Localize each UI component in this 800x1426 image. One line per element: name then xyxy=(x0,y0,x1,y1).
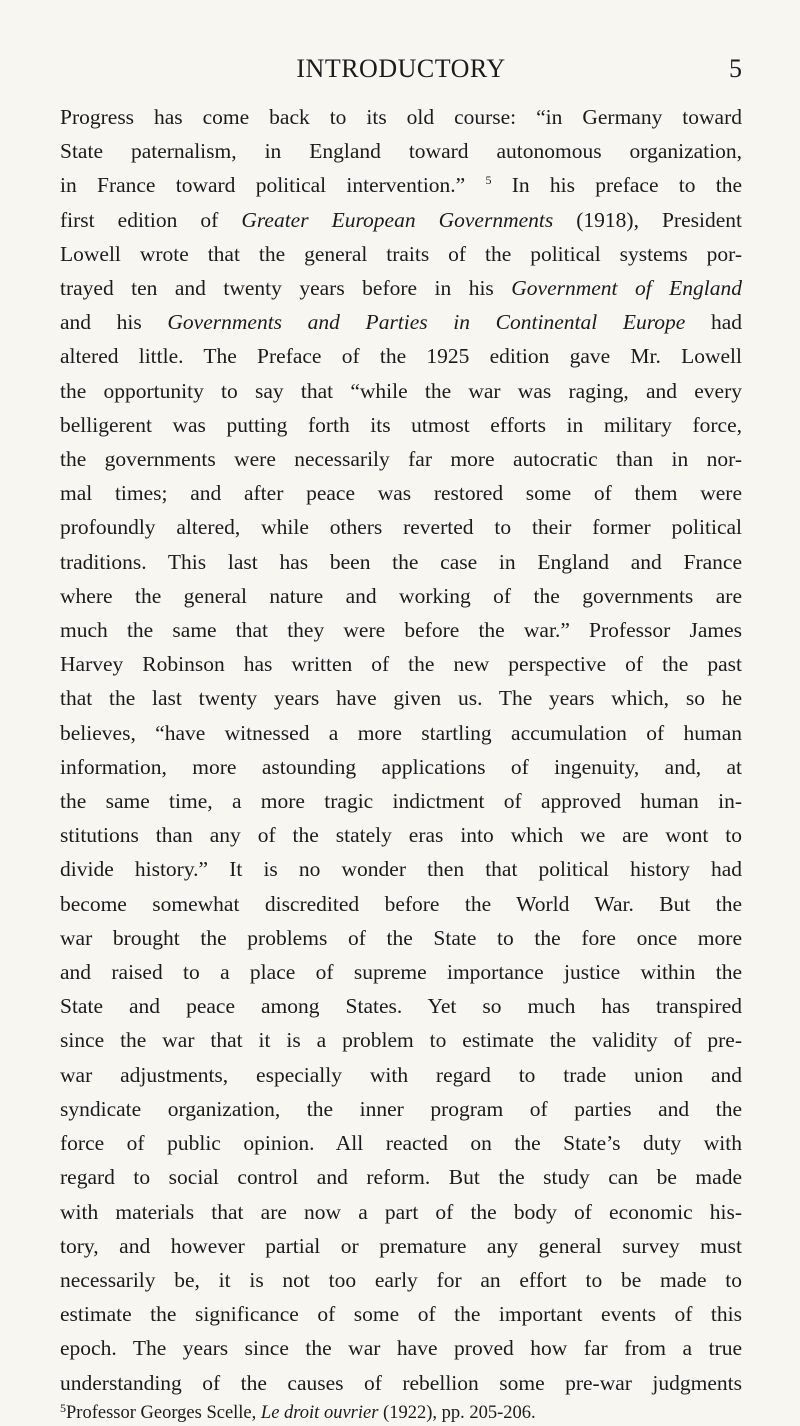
text-segment: In his preface to the xyxy=(491,173,742,198)
text-line: Lowell wrote that the general traits of the political systems por- xyxy=(60,241,742,266)
text-line: believes, “have witnessed a more startling accumulation of human xyxy=(60,720,742,745)
text-line: necessarily be, it is not too early for an effort to be made to xyxy=(60,1267,742,1292)
text-segment: had xyxy=(685,310,742,335)
text-line: since the war that it is a problem to estimate the validity of pre- xyxy=(60,1028,742,1053)
text-line xyxy=(60,305,742,339)
text-line: epoch. The years since the war have proved how far from a true xyxy=(60,1336,742,1361)
text-line: war adjustments, especially with regard to trade union and xyxy=(60,1062,742,1087)
text-line: mal times; and after peace was restored some of them were xyxy=(60,481,742,506)
footnote-reference: 5 xyxy=(485,173,492,188)
body-paragraph xyxy=(60,100,742,1400)
text-line: divide history.” It is no wonder then that political history had xyxy=(60,857,742,882)
text-line: State paternalism, in England toward autonomous organization, xyxy=(60,139,742,164)
text-segment: (1918), President xyxy=(553,207,742,232)
text-line: understanding of the causes of rebellion some pre-war judgments xyxy=(60,1370,742,1395)
text-line: Progress has come back to its old course: “in Germany toward xyxy=(60,105,742,129)
text-line: the same time, a more tragic indictment of approved human in- xyxy=(60,789,742,814)
text-segment: trayed ten and twenty years before in his xyxy=(60,276,512,301)
footnote-mark: 5 xyxy=(60,1400,66,1415)
text-line: tory, and however partial or premature any general survey must xyxy=(60,1233,742,1258)
text-line: the opportunity to say that “while the war was raging, and every xyxy=(60,378,742,403)
footnote-text: (1922), pp. 205-206. xyxy=(378,1402,536,1423)
text-line: stitutions than any of the stately eras into which we are wont to xyxy=(60,823,742,848)
text-line: war brought the problems of the State to the fore once more xyxy=(60,925,742,950)
text-line: Harvey Robinson has written of the new perspective of the past xyxy=(60,652,742,677)
book-title: Government of England xyxy=(511,276,742,301)
text-line xyxy=(60,271,742,305)
text-line: and raised to a place of supreme importance justice within the xyxy=(60,960,742,985)
text-line: traditions. This last has been the case in England and France xyxy=(60,549,742,574)
text-line: with materials that are now a part of the body of economic his- xyxy=(60,1199,742,1224)
text-line: regard to social control and reform. But the study can be made xyxy=(60,1165,742,1190)
footnote xyxy=(60,1400,742,1426)
book-title: Greater European Governments xyxy=(241,207,554,232)
text-segment: first edition of xyxy=(60,207,242,232)
text-line: where the general nature and working of the governments are xyxy=(60,583,742,608)
text-line: force of public opinion. All reacted on the State’s duty with xyxy=(60,1131,742,1156)
page xyxy=(60,52,742,1426)
footnote-text: Professor Georges Scelle, xyxy=(66,1402,261,1423)
running-title: INTRODUCTORY xyxy=(296,54,506,83)
text-line: much the same that they were before the war.” Professor James xyxy=(60,618,742,643)
page-number: 5 xyxy=(729,54,742,83)
text-line: information, more astounding applications of ingenuity, and, at xyxy=(60,754,742,779)
text-line: become somewhat discredited before the World War. But the xyxy=(60,891,742,916)
text-line: that the last twenty years have given us. The years which, so he xyxy=(60,686,742,711)
text-line xyxy=(60,168,742,202)
text-segment: in France toward political intervention.” xyxy=(60,173,486,198)
text-line: altered little. The Preface of the 1925 edition gave Mr. Lowell xyxy=(60,344,742,369)
book-title: Governments and Parties in Continental Europe xyxy=(167,310,686,335)
text-segment: and his xyxy=(60,310,168,335)
text-line: the governments were necessarily far more autocratic than in nor- xyxy=(60,447,742,472)
text-line: profoundly altered, while others reverted to their former political xyxy=(60,515,742,540)
text-line: State and peace among States. Yet so much has transpired xyxy=(60,994,742,1019)
running-head xyxy=(60,52,742,86)
text-line: syndicate organization, the inner program of parties and the xyxy=(60,1096,742,1121)
text-line xyxy=(60,203,742,237)
footnote-title: Le droit ouvrier xyxy=(260,1402,379,1423)
text-line: belligerent was putting forth its utmost efforts in military force, xyxy=(60,412,742,437)
text-line: estimate the significance of some of the important events of this xyxy=(60,1302,742,1327)
